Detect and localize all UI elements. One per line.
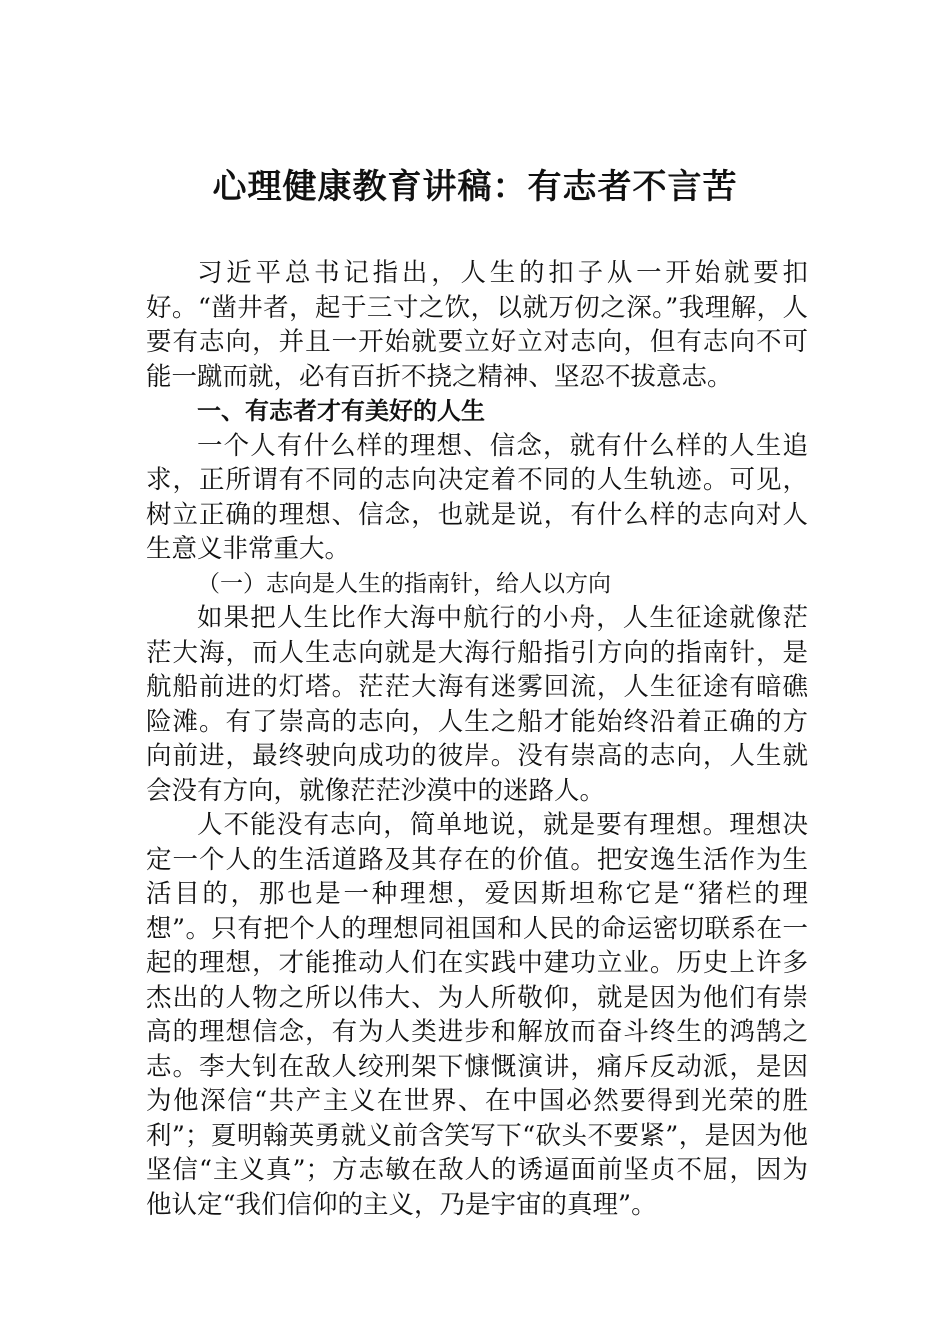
section-1-paragraph: 一个人有什么样的理想、信念，就有什么样的人生追求，正所谓有不同的志向决定着不同的人生轨迹。可见，树立正确的理想、信念，也就是说，有什么样的志向对人生意义非常重大。 — [146, 430, 808, 564]
subsection-heading-1: （一）志向是人生的指南针，给人以方向 — [197, 570, 611, 597]
subsection-1-paragraph-1: 如果把人生比作大海中航行的小舟，人生征途就像茫茫大海，而人生志向就是大海行船指引方向的指南针，是航船前进的灯塔。茫茫大海有迷雾回流，人生征途有暗礁险滩。有了崇高的志向，人生之船才能始终沿着正确的方向前进，最终驶向成功的彼岸。没有崇高的志向，人生就会没有方向，就像茫茫沙漠中的迷路人。 — [146, 603, 808, 806]
document-title: 心理健康教育讲稿：有志者不言苦 — [212, 167, 738, 207]
subsection-1-paragraph-2: 人不能没有志向，简单地说，就是要有理想。理想决定一个人的生活道路及其存在的价值。把安逸生活作为生活目的，那也是一种理想，爱因斯坦称它是“猪栏的理想”。只有把个人的理想同祖国和人民的命运密切联系在一起的理想，才能推动人们在实践中建功立业。历史上许多杰出的人物之所以伟大、为人所敬仰，就是因为他们有崇高的理想信念，有为人类进步和解放而奋斗终生的鸿鹄之志。李大钊在敌人绞刑架下慷慨演讲，痛斥反动派，是因为他深信“共产主义在世界、在中国必然要得到光荣的胜利”；夏明翰英勇就义前含笑写下“砍头不要紧”，是因为他坚信“主义真”；方志敏在敌人的诱逼面前坚贞不屈，因为他认定“我们信仰的主义，乃是宇宙的真理”。 — [146, 810, 808, 1220]
document-body — [146, 256, 808, 1222]
section-heading-1: 一、有志者才有美好的人生 — [197, 397, 485, 425]
intro-paragraph: 习近平总书记指出，人生的扣子从一开始就要扣好。“凿井者，起于三寸之饮，以就万仞之深。”我理解，人要有志向，并且一开始就要立好立对志向，但有志向不可能一蹴而就，必有百折不挠之精神、坚忍不拔意志。 — [146, 258, 808, 392]
